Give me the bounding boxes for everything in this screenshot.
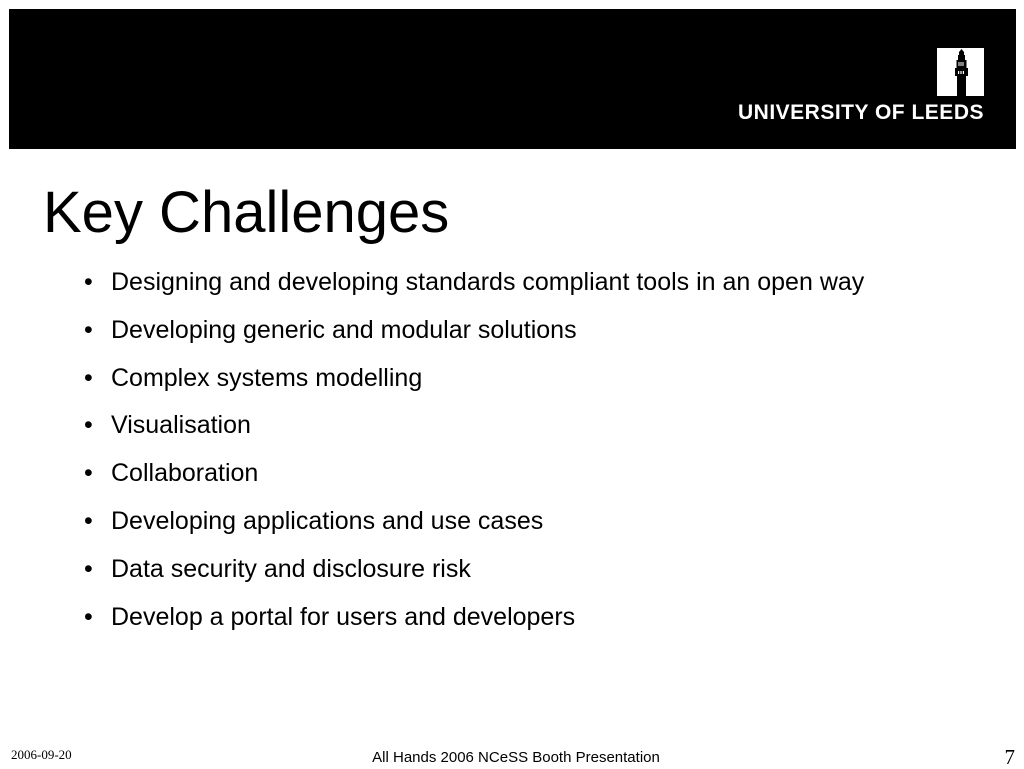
- bullet-text: Collaboration: [111, 459, 259, 488]
- bullet-item: [84, 594, 864, 642]
- bullet-item: [84, 307, 864, 355]
- bullet-item: [84, 402, 864, 450]
- page-number: 7: [1004, 745, 1015, 769]
- bullet-text: Developing applications and use cases: [111, 506, 544, 535]
- bullet-icon: •: [84, 506, 93, 535]
- bullet-text: Developing generic and modular solutions: [111, 315, 577, 344]
- bullet-item: [84, 498, 864, 546]
- bullet-list: [84, 259, 864, 641]
- slide-title: Key Challenges: [43, 180, 450, 245]
- bullet-icon: •: [84, 459, 93, 488]
- bullet-text: Complex systems modelling: [111, 363, 423, 392]
- footer-presentation-title: All Hands 2006 NCeSS Booth Presentation: [372, 749, 660, 766]
- bullet-icon: •: [84, 363, 93, 392]
- bullet-icon: •: [84, 554, 93, 583]
- bullet-item: [84, 546, 864, 594]
- bullet-text: Develop a portal for users and developers: [111, 602, 576, 631]
- bullet-item: [84, 259, 864, 307]
- bullet-icon: •: [84, 268, 93, 296]
- bullet-text: Data security and disclosure risk: [111, 554, 471, 583]
- bullet-icon: •: [84, 602, 93, 631]
- bullet-item: [84, 450, 864, 498]
- parkinson-tower-icon: [937, 48, 984, 96]
- bullet-icon: •: [84, 315, 93, 344]
- header-bar: [9, 9, 1016, 149]
- bullet-icon: •: [84, 411, 93, 440]
- bullet-text: Designing and developing standards compliant tools in an open way: [111, 268, 865, 296]
- university-logo-text: UNIVERSITY OF LEEDS: [738, 101, 984, 124]
- bullet-item: [84, 355, 864, 403]
- footer-date: 2006-09-20: [11, 747, 72, 762]
- bullet-text: Visualisation: [111, 411, 251, 440]
